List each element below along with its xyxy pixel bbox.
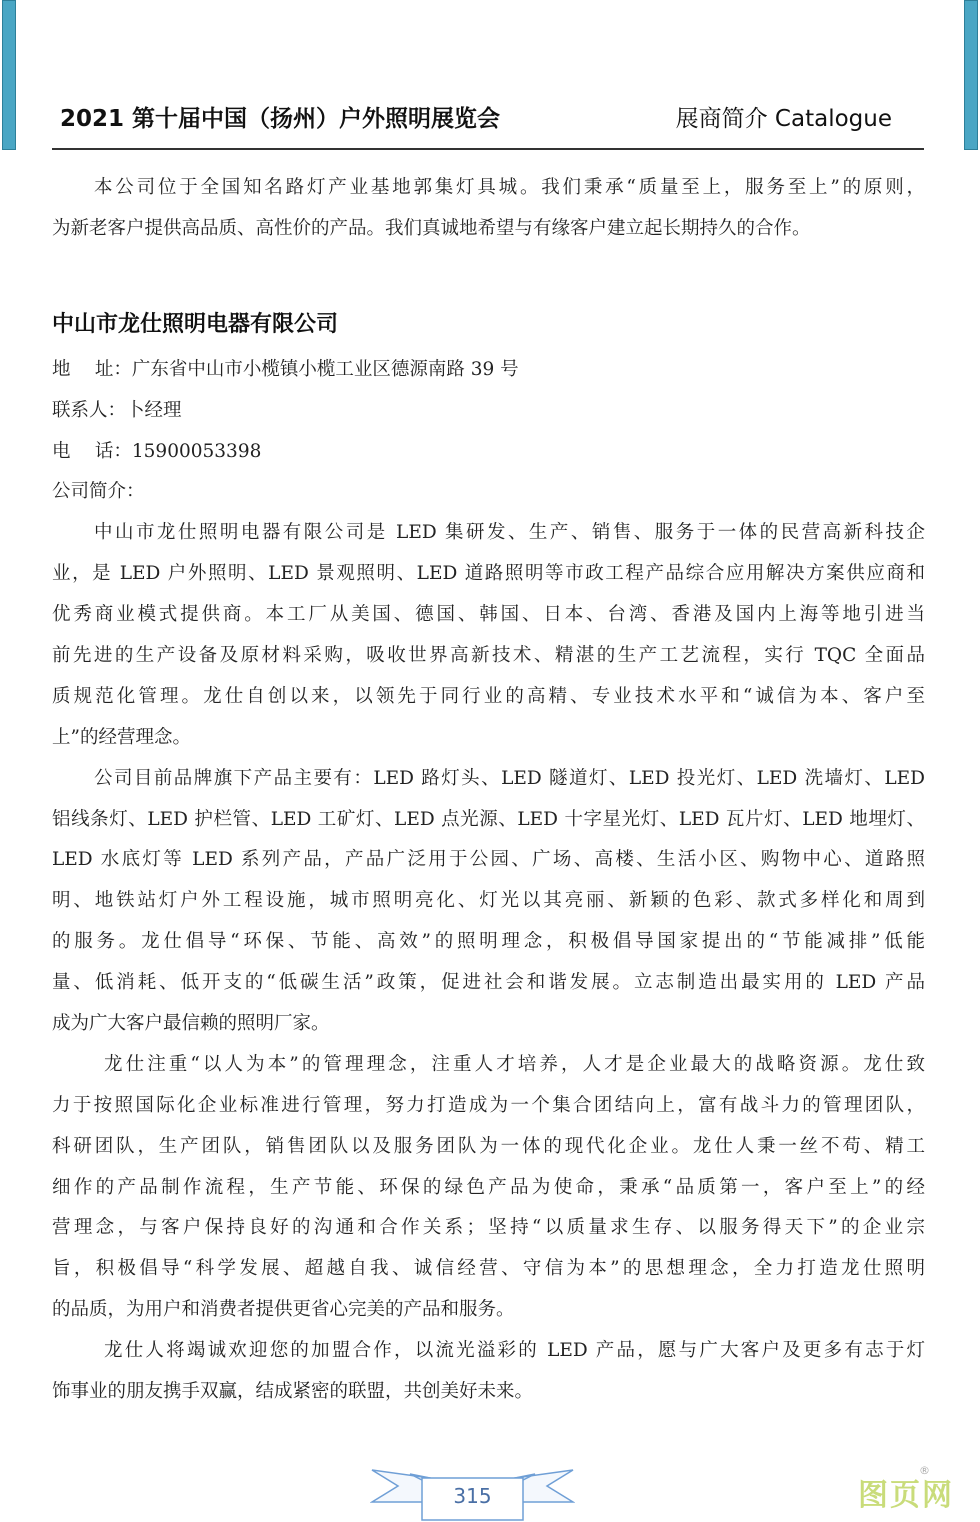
company-contact: 联系人：卜经理: [52, 399, 182, 421]
paragraph-line: 力于按照国际化企业标准进行管理，努力打造成为一个集合团结向上，富有战斗力的管理团队，: [52, 1094, 925, 1116]
left-edge-tab: [2, 0, 16, 150]
paragraph-line: 龙仕注重“以人为本”的管理理念，注重人才培养，人才是企业最大的战略资源。龙仕致: [104, 1053, 925, 1075]
paragraph-line: 上”的经营理念。: [52, 726, 191, 748]
paragraph-line: 细作的产品制作流程，生产节能、环保的绿色产品为使命，秉承“品质第一，客户至上”的经: [52, 1176, 925, 1198]
company-phone: 电 话：15900053398: [52, 440, 262, 462]
profile-label: 公司简介：: [52, 481, 145, 503]
paragraph-line: 明、地铁站灯户外工程设施，城市照明亮化、灯光以其亮丽、新颖的色彩、款式多样化和周到: [52, 890, 925, 912]
company-address: 地 址：广东省中山市小榄镇小榄工业区德源南路 39 号: [52, 358, 519, 380]
paragraph-line: 饰事业的朋友携手双赢，结成紧密的联盟，共创美好未来。: [52, 1381, 534, 1403]
intro-line: 为新老客户提供高品质、高性价的产品。我们真诚地希望与有缘客户建立起长期持久的合作。: [52, 217, 811, 239]
paragraph-line: 营理念，与客户保持良好的沟通和合作关系；坚持“以质量求生存、以服务得天下”的企业宗: [52, 1217, 925, 1239]
company-name: 中山市龙仕照明电器有限公司: [52, 311, 339, 337]
header-divider: [52, 148, 924, 150]
paragraph-line: 铝线条灯、LED 护栏管、LED 工矿灯、LED 点光源、LED 十字星光灯、LED 瓦片灯、LED 地埋灯、: [52, 808, 925, 830]
page-number: 315: [453, 1484, 492, 1508]
paragraph-line: 中山市龙仕照明电器有限公司是 LED 集研发、生产、销售、服务于一体的民营高新科技企: [94, 522, 925, 544]
right-edge-tab: [964, 0, 978, 150]
paragraph-line: 的品质，为用户和消费者提供更省心完美的产品和服务。: [52, 1299, 515, 1321]
paragraph-line: 的服务。龙仕倡导“环保、节能、高效”的照明理念，积极倡导国家提出的“节能减排”低能: [52, 931, 925, 953]
company-profile: [52, 513, 925, 1413]
paragraph-line: 旨，积极倡导“科学发展、超越自我、诚信经营、守信为本”的思想理念，全力打造龙仕照明: [52, 1258, 925, 1280]
catalogue-label: 展商简介 Catalogue: [675, 105, 892, 132]
intro-line: 本公司位于全国知名路灯产业基地郭集灯具城。我们秉承“质量至上，服务至上”的原则，: [94, 177, 925, 198]
paragraph-line: 科研团队，生产团队，销售团队以及服务团队为一体的现代化企业。龙仕人秉一丝不苟、精工: [52, 1135, 925, 1157]
page-header: [60, 98, 892, 134]
paragraph-line: 业，是 LED 户外照明、LED 景观照明、LED 道路照明等市政工程产品综合应用解决方案供应商和: [52, 563, 925, 585]
paragraph-line: 优秀商业模式提供商。本工厂从美国、德国、韩国、日本、台湾、香港及国内上海等地引进当: [52, 604, 925, 626]
watermark-logo: 图页网 ®: [858, 1464, 954, 1513]
exhibition-title: 2021 第十届中国（扬州）户外照明展览会: [60, 105, 501, 132]
paragraph-line: 龙仕人将竭诚欢迎您的加盟合作，以流光溢彩的 LED 产品，愿与广大客户及更多有志于灯: [104, 1340, 925, 1362]
document-body: [52, 168, 925, 1413]
paragraph-line: LED 水底灯等 LED 系列产品，产品广泛用于公园、广场、高楼、生活小区、购物中心、道路照: [52, 849, 925, 871]
paragraph-line: 前先进的生产设备及原材料采购，吸收世界高新技术、精湛的生产工艺流程，实行 TQC 全面品: [52, 645, 925, 667]
paragraph-line: 成为广大客户最信赖的照明厂家。: [52, 1013, 330, 1035]
paragraph-line: 量、低消耗、低开支的“低碳生活”政策，促进社会和谐发展。立志制造出最实用的 LED 产品: [52, 972, 925, 994]
paragraph-line: 质规范化管理。龙仕自创以来，以领先于同行业的高精、专业技术水平和“诚信为本、客户至: [52, 685, 925, 707]
paragraph-line: 公司目前品牌旗下产品主要有：LED 路灯头、LED 隧道灯、LED 投光灯、LED 洗墙灯、LED: [94, 767, 925, 789]
